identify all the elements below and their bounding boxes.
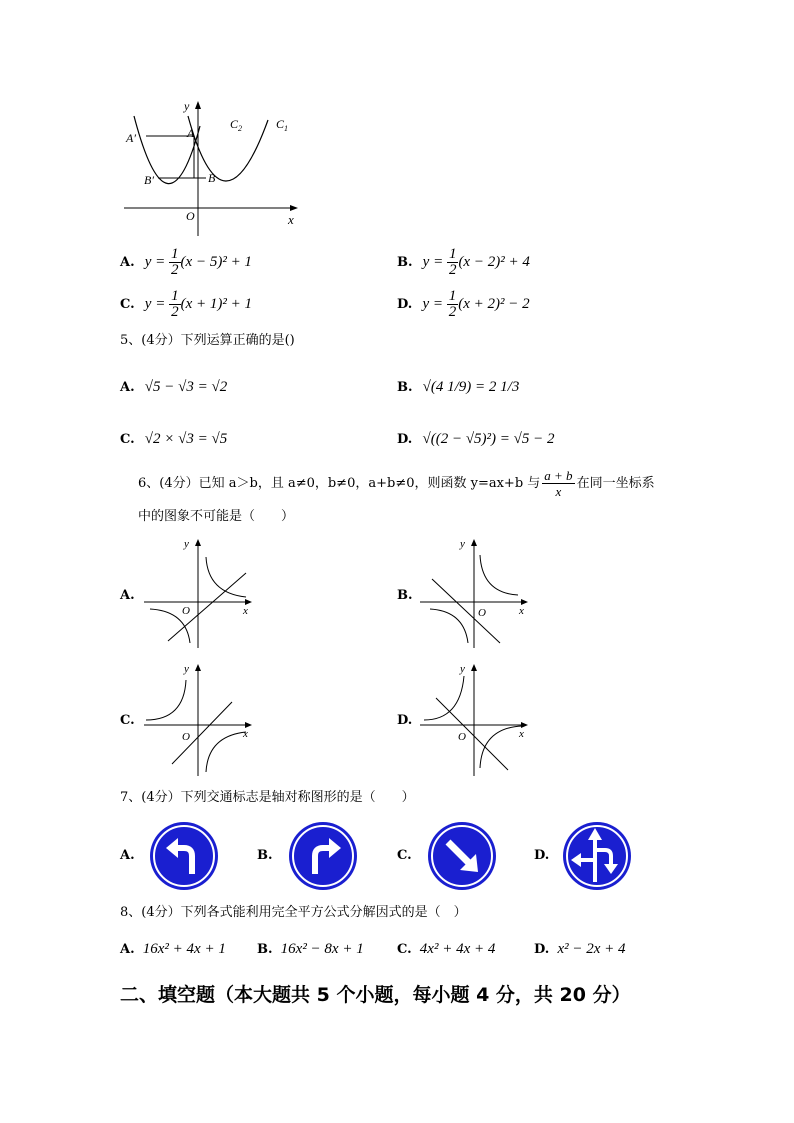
figure-label-b-prime: B′ [144,173,154,187]
q6-graph-b [418,535,533,650]
q8-stem: 8、(4分）下列各式能利用完全平方公式分解因式的是（ ） [120,905,467,920]
svg-text:y: y [460,538,465,550]
q6-graph-c [142,660,257,778]
svg-text:x: x [243,605,248,617]
q8-option-c[interactable]: C. 4x² + 4x + 4 [397,941,496,957]
q7-option-c[interactable]: C. [397,848,412,863]
q5-option-c[interactable]: C. √2 × √3 = √5 [120,431,228,447]
turn-left-sign-icon [148,820,220,892]
q7-option-d[interactable]: D. [534,848,550,863]
svg-text:y: y [460,663,465,675]
q6-option-b[interactable]: B. [397,588,413,603]
straight-left-right-sign-icon [561,820,633,892]
svg-text:x: x [519,605,524,617]
q6-stem: 6、(4分）已知 a＞b，且 a≠0，b≠0，a+b≠0，则函数 y=ax+b 与 $\frac{a + b}{x}$ 在同一坐标系 [138,468,655,499]
q4-option-a[interactable]: A. y = $\frac{1}{2}$ (x − 5)² + 1 [120,246,252,278]
svg-text:x: x [519,728,524,740]
q6-graph-a [142,535,257,650]
q7-stem: 7、(4分）下列交通标志是轴对称图形的是（ ） [120,790,415,805]
figure-label-x: x [288,212,294,227]
q5-c-expression: √2 × √3 = √5 [144,431,228,447]
q8-option-a[interactable]: A. 16x² + 4x + 1 [120,941,226,957]
parabola-figure [118,96,308,241]
figure-label-a-prime: A′ [126,131,136,145]
q4-option-b[interactable]: B. y = $\frac{1}{2}$ (x − 2)² + 4 [397,246,530,278]
q6-option-a[interactable]: A. [120,588,135,603]
svg-text:y: y [184,663,189,675]
q5-d-expression: √((2 − √5)²) = √5 − 2 [422,431,555,447]
svg-text:O: O [478,607,486,619]
q6-stem-line2: 中的图象不可能是（ ） [138,509,295,524]
turn-right-sign-icon [287,820,359,892]
q6-option-c[interactable]: C. [120,713,135,728]
q5-option-d[interactable]: D. √((2 − √5)²) = √5 − 2 [397,431,555,447]
q8-option-b[interactable]: B. 16x² − 8x + 1 [257,941,364,957]
q7-option-a[interactable]: A. [120,848,135,863]
q5-option-b[interactable]: B. √(4 1/9) = 2 1/3 [397,379,520,395]
q5-a-expression: √5 − √3 = √2 [144,379,228,395]
figure-label-c2: $C_2$ [230,117,243,133]
q4-option-c[interactable]: C. y = $\frac{1}{2}$ (x + 1)² + 1 [120,288,252,320]
svg-text:O: O [182,731,190,743]
figure-label-y: y [184,99,190,113]
q8-option-d[interactable]: D. x² − 2x + 4 [534,941,626,957]
svg-text:y: y [184,538,189,550]
q5-b-expression: √(4 1/9) = 2 1/3 [422,379,520,395]
q7-option-b[interactable]: B. [257,848,273,863]
section-heading: 二、填空题（本大题共 5 个小题，每小题 4 分，共 20 分） [120,984,631,1006]
q6-option-d[interactable]: D. [397,713,413,728]
diagonal-arrow-sign-icon [426,820,498,892]
figure-label-b: B [208,171,216,185]
figure-label-a: A [187,126,195,140]
figure-label-c1: $C_1$ [276,117,289,133]
figure-label-o: O [186,209,195,223]
q4-option-d[interactable]: D. y = $\frac{1}{2}$ (x + 2)² − 2 [397,288,530,320]
q5-stem: 5、(4分）下列运算正确的是() [120,333,295,348]
svg-text:O: O [182,605,190,617]
q6-graph-d [418,660,533,778]
svg-text:O: O [458,731,466,743]
svg-text:x: x [243,728,248,740]
q5-option-a[interactable]: A. √5 − √3 = √2 [120,379,228,395]
